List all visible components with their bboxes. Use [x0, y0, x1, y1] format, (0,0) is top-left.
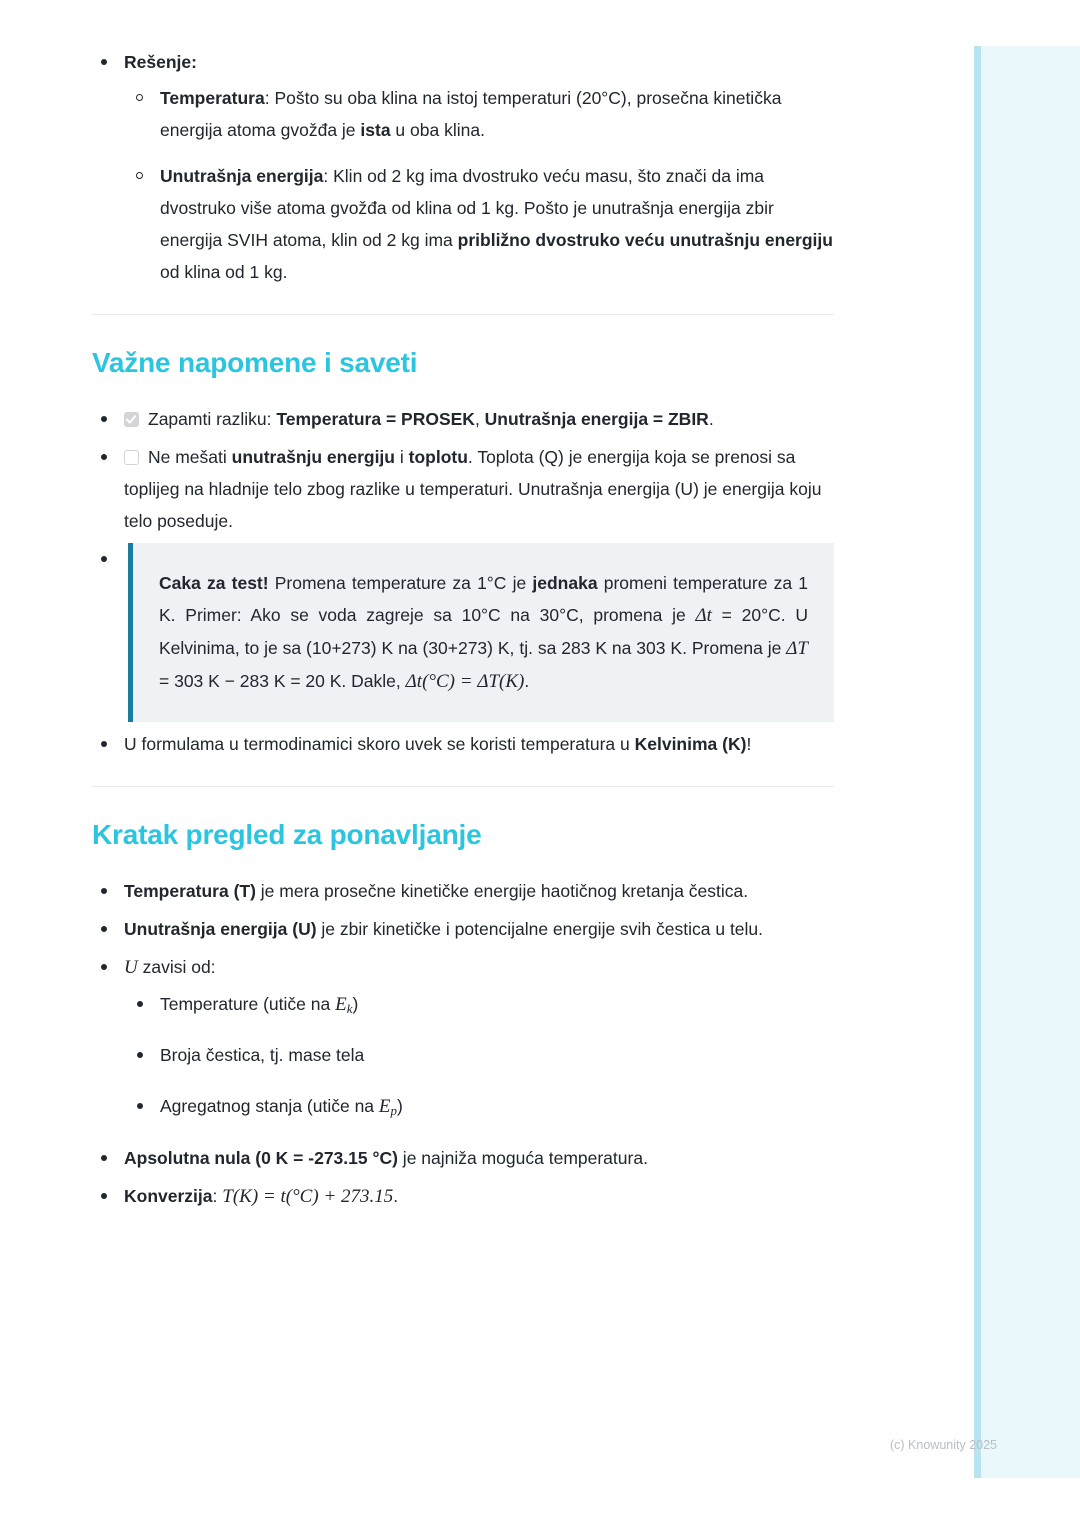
bullet-disc-icon [137, 1001, 143, 1007]
note-lead-text: Ne mešati [148, 447, 232, 467]
separator: : [323, 166, 334, 186]
page-title-kratak-pregled: Kratak pregled za ponavljanje [92, 819, 482, 850]
review-sublist [124, 988, 834, 1128]
note-tail-text: . [708, 409, 714, 429]
review-bold-2: Unutrašnja energija (U) [124, 919, 317, 939]
body-text-tail: od klina od 1 kg. [160, 262, 288, 282]
separator: : [264, 88, 275, 108]
note-item-ne-mesati [92, 441, 834, 537]
bullet-circle-icon [136, 172, 143, 179]
note-item-kelvinima [92, 728, 834, 760]
review-bold-4: Apsolutna nula (0 K = -273.15 °C) [124, 1147, 398, 1168]
list-item [124, 988, 834, 1025]
list-item [124, 160, 834, 288]
bullet-disc-icon [137, 1103, 143, 1109]
bullet-disc-icon [101, 1155, 107, 1161]
decorative-side-strip [974, 46, 1080, 1478]
emphasis-text: ista [360, 120, 391, 140]
body-text-tail: u oba klina. [390, 120, 485, 140]
note-bold-2: Unutrašnja energija = ZBIR [484, 409, 709, 429]
review-bold-1: Temperatura (T) [124, 881, 256, 901]
callout-math-delta-t: Δt [695, 605, 712, 626]
final-note-bold: Kelvinima (K) [634, 734, 747, 754]
checkbox-checked-icon[interactable] [124, 412, 139, 427]
review-sep-5: : [212, 1185, 223, 1206]
review-text-5-tail: . [393, 1185, 399, 1206]
review-item-unutrasnja-energija [92, 913, 834, 945]
callout-math-delta-T: ΔT [786, 638, 808, 659]
review-math-t: t [280, 1185, 286, 1207]
subitem-math-symbol: $E_k$ [335, 994, 353, 1017]
note-mid-text: i [395, 447, 409, 467]
note-bold-1: Temperatura = PROSEK [276, 409, 475, 429]
list-item [124, 82, 834, 146]
subitem-math-symbol: $E_p$ [378, 1096, 397, 1119]
callout-caka-za-test [128, 543, 834, 722]
review-text-4: je najniža moguća temperatura. [397, 1147, 648, 1168]
callout-math-3d: ΔT [477, 671, 500, 692]
callout-text-1: Promena temperature za 1°C je [268, 573, 533, 593]
callout-text-4: = 303 K − 283 K = 20 K. Dakle, [159, 671, 406, 691]
callout-lead-bold: Caka za test! [159, 573, 269, 593]
review-text-1: je mera prosečne kinetičke energije haotičnog kretanja čestica. [255, 881, 749, 901]
note-bold-2: toplotu [408, 447, 468, 467]
watermark-knowunity: (c) Knowunity 2025 [890, 1438, 998, 1452]
subitem-text-before: Broja čestica, tj. mase tela [160, 1045, 365, 1066]
review-math-T: T [222, 1185, 233, 1207]
callout-text-5: . [524, 671, 530, 691]
solution-heading-label: Rešenje: [124, 52, 197, 72]
final-note-text-1: U formulama u termodinamici skoro uvek se koristi temperatura u [124, 734, 635, 754]
subitem-text-after: ) [352, 994, 359, 1014]
bullet-disc-icon [101, 416, 107, 422]
subitem-text-after: ) [396, 1096, 403, 1117]
checkbox-unchecked-icon[interactable] [124, 450, 139, 465]
bullet-disc-icon [137, 1052, 143, 1058]
bullet-circle-icon [136, 94, 143, 101]
note-mid-text: , [474, 409, 485, 429]
review-text-2: je zbir kinetičke i potencijalne energije svih čestica u telu. [316, 919, 764, 939]
bullet-disc-icon [101, 454, 107, 460]
body-text: Pošto su oba klina na istoj temperaturi (20°C), prosečna kinetička energija atoma gvožđa je [160, 88, 782, 140]
term-unutrasnja-energija: Unutrašnja energija [160, 166, 324, 186]
bullet-disc-icon [101, 741, 107, 747]
list-item [124, 1090, 834, 1127]
bullet-disc-icon [101, 59, 107, 65]
review-item-u-zavisi-od [92, 951, 834, 1128]
callout-bold-jednaka: jednaka [532, 573, 598, 593]
callout-text-3: = 20°C. U Kelvinima, to je sa (10+273) K na (30+273) K, tj. sa 283 K na 303 K. Promena je [159, 605, 808, 658]
review-math-eq: = [258, 1185, 281, 1207]
review-item-temperatura [92, 875, 834, 907]
note-bold-1: unutrašnju energiju [231, 447, 395, 467]
callout-math-3b: (°C) [422, 671, 455, 692]
note-tail-text: . Toplota (Q) je energija koja se prenosi sa toplijeg na hladnije telo zbog razlike u temperaturi. Unutrašnja energija (U) je energija koju telo poseduje. [124, 447, 822, 531]
solution-sublist [124, 82, 834, 288]
notes-list [92, 403, 834, 760]
final-note-text-2: ! [746, 734, 752, 754]
bullet-disc-icon [101, 888, 107, 894]
document-content [92, 46, 834, 1219]
callout-math-3e: (K) [499, 671, 525, 692]
body-text: Klin od 2 kg ima dvostruko veću masu, što znači da ima dvostruko više atoma gvožđa od klina od 1 kg. Pošto je unutrašnja energija zbir energija SVIH atoma, klin od 2 kg ima [160, 166, 774, 250]
review-list [92, 875, 834, 1213]
callout-text [159, 567, 808, 698]
subitem-text-before: Temperature (utiče na [160, 994, 336, 1014]
review-math-celsius: (°C) [285, 1185, 319, 1207]
review-math-K: (K) [232, 1185, 259, 1207]
page-title-vazne-napomene: Važne napomene i saveti [92, 347, 418, 378]
subitem-text-before: Agregatnog stanja (utiče na [160, 1096, 379, 1117]
review-math-u: U [124, 957, 138, 978]
review-bold-5: Konverzija [124, 1185, 213, 1206]
list-item [124, 1039, 834, 1076]
emphasis-text: približno dvostruko veću unutrašnju energiju [457, 230, 833, 250]
bullet-disc-icon [101, 1193, 107, 1199]
bullet-disc-icon [101, 556, 107, 562]
callout-math-3a: Δt [405, 671, 423, 692]
review-text-3: zavisi od: [137, 957, 216, 977]
bullet-disc-icon [101, 926, 107, 932]
review-item-apsolutna-nula [92, 1142, 834, 1174]
solution-heading-item [92, 46, 834, 288]
decorative-side-strip-edge [974, 46, 981, 1478]
note-item-zapamti-razliku [92, 403, 834, 435]
section-divider [92, 786, 834, 787]
review-math-plus: + 273.15 [318, 1185, 394, 1207]
callout-text-2: promeni temperature za 1 K. Primer: Ako se voda zagreje sa 10°C na 30°C, promena je [159, 573, 808, 625]
callout-math-3c: = [455, 671, 478, 692]
note-lead-text: Zapamti razliku: [148, 409, 277, 429]
term-temperatura: Temperatura [160, 88, 265, 108]
bullet-disc-icon [101, 964, 107, 970]
note-item-callout [92, 543, 834, 722]
solution-list [92, 46, 834, 288]
review-item-konverzija [92, 1180, 834, 1213]
section-divider [92, 314, 834, 315]
